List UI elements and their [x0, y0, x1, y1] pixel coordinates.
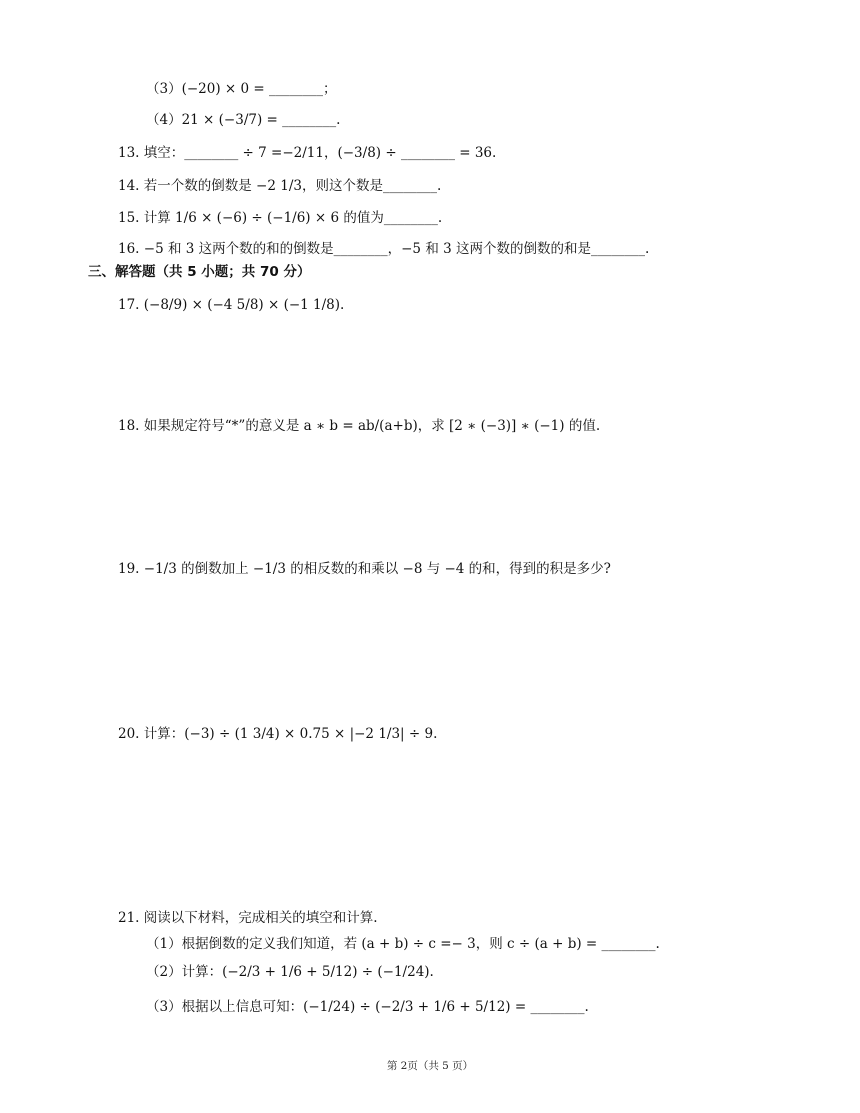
question-21-part-2: （2）计算：(−2/3 + 1/6 + 5/12) ÷ (−1/24). — [146, 964, 434, 980]
question-21-part-3: （3）根据以上信息可知：(−1/24) ÷ (−2/3 + 1/6 + 5/12) = ________. — [146, 999, 589, 1015]
page-footer: 第 2页（共 5 页） — [386, 1060, 474, 1072]
question-21-part-1: （1）根据倒数的定义我们知道，若 (a + b) ÷ c =− 3，则 c ÷ (a + b) = ________. — [146, 936, 660, 952]
question-15: 15. 计算 1/6 × (−6) ÷ (−1/6) × 6 的值为________. — [118, 210, 443, 226]
question-19: 19. −1/3 的倒数加上 −1/3 的相反数的和乘以 −8 与 −4 的和，得到的积是多少? — [118, 561, 611, 577]
question-13: 13. 填空：________ ÷ 7 =−2/11，(−3/8) ÷ ________ = 36. — [118, 145, 497, 161]
question-18: 18. 如果规定符号“*”的意义是 a ∗ b = ab/(a+b)，求 [2 ∗ (−3)] ∗ (−1) 的值. — [118, 418, 601, 434]
question-20: 20. 计算：(−3) ÷ (1 3/4) × 0.75 × |−2 1/3| ÷ 9. — [118, 726, 438, 742]
question-14: 14. 若一个数的倒数是 −2 1/3，则这个数是________. — [118, 178, 442, 194]
question-12-part-3: （3）(−20) × 0 = ________； — [146, 81, 337, 97]
question-21: 21. 阅读以下材料，完成相关的填空和计算. — [118, 910, 378, 926]
question-16: 16. −5 和 3 这两个数的和的倒数是________，−5 和 3 这两个数的倒数的和是________. — [118, 241, 650, 257]
question-12-part-4: （4）21 × (−3/7) = ________. — [146, 112, 341, 128]
section-heading: 三、解答题（共 5 小题；共 70 分） — [88, 264, 311, 280]
question-17: 17. (−8/9) × (−4 5/8) × (−1 1/8). — [118, 297, 345, 313]
